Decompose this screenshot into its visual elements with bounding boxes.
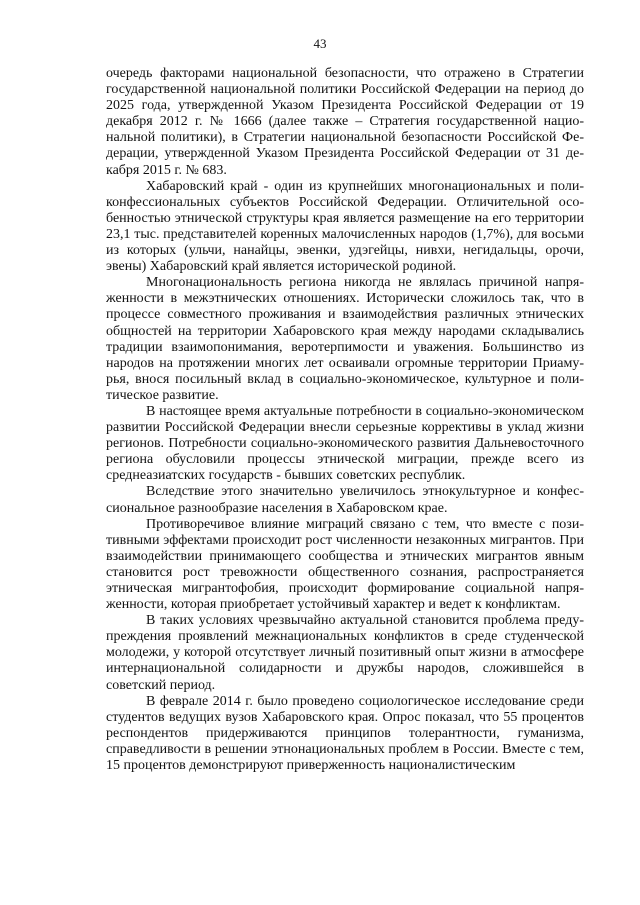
- paragraph-migration: Противоречивое влияние миграций связано с тем, что вместе с позитивными эффектами происходит рост численности незаконных мигрантов. При взаимодействии принимающего сообщества и этнических мигрантов явным становится рост тревожности общественного сознания, распространяется этническая мигрантофобия, происходит формирование социальной напряженности, которая приобретает устойчивый характер и ведет к конфликтам.: [106, 516, 584, 613]
- paragraph-survey: В феврале 2014 г. было проведено социологическое исследование среди студентов ведущих вузов Хабаровского края. Опрос показал, что 55 процентов респондентов придерживаются принципов толерантности, гуманизма, справедливости в решении этнонациональных проблем в России. Вместе с тем, 15 процентов демонстрируют приверженность националистическим: [106, 693, 584, 774]
- paragraph-current-needs: В настоящее время актуальные потребности в социально-экономическом развитии Российской Федерации внесли серьезные коррективы в уклад жизни регионов. Потребности социально-экономического развития Дальневосточного региона обусловили процессы этнической миграции, прежде всего из среднеазиатских государств - бывших советских республик.: [106, 403, 584, 484]
- paragraph-continued: очередь факторами национальной безопасности, что отражено в Стратегии государственной национальной политики Российской Федерации на период до 2025 года, утвержденной Указом Президента Российской Федерации от 19 декабря 2012 г. № 1666 (далее также – Стратегия государственной национальной политики), в Стратегии национальной безопасности Российской Федерации, утвержденной Указом Президента Российской Федерации от 31 декабря 2015 г. № 683.: [106, 66, 584, 178]
- document-body: [106, 66, 584, 774]
- paragraph-khabarovsk-krai: Хабаровский край - один из крупнейших многонациональных и поликонфессиональных субъектов Российской Федерации. Отличительной особенностью этнической структуры края является размещение на его территории 23,1 тыс. представителей коренных малочисленных народов (1,7%), для восьми из которых (ульчи, нанайцы, эвенки, удэгейцы, нивхи, негидальцы, орочи, эвены) Хабаровский край является исторической родиной.: [106, 178, 584, 275]
- page-number: 43: [313, 36, 327, 51]
- paragraph-prevention: В таких условиях чрезвычайно актуальной становится проблема предупреждения проявлений межнациональных конфликтов в среде студенческой молодежи, у которой отсутствует личный позитивный опыт жизни в атмосфере интернациональной солидарности и дружбы народов, сложившейся в советский период.: [106, 613, 584, 693]
- paragraph-diversity: Вследствие этого значительно увеличилось этнокультурное и конфессиональное разнообразие населения в Хабаровском крае.: [106, 484, 584, 516]
- paragraph-multinationality: Многонациональность региона никогда не являлась причиной напряженности в межэтнических отношениях. Исторически сложилось так, что в процессе совместного проживания и взаимодействия различных этнических общностей на территории Хабаровского края между народами складывались традиции взаимопонимания, веротерпимости и уважения. Большинство из народов на протяжении многих лет осваивали огромные территории Приамурья, внося посильный вклад в социально-экономическое, культурное и политическое развитие.: [106, 275, 584, 403]
